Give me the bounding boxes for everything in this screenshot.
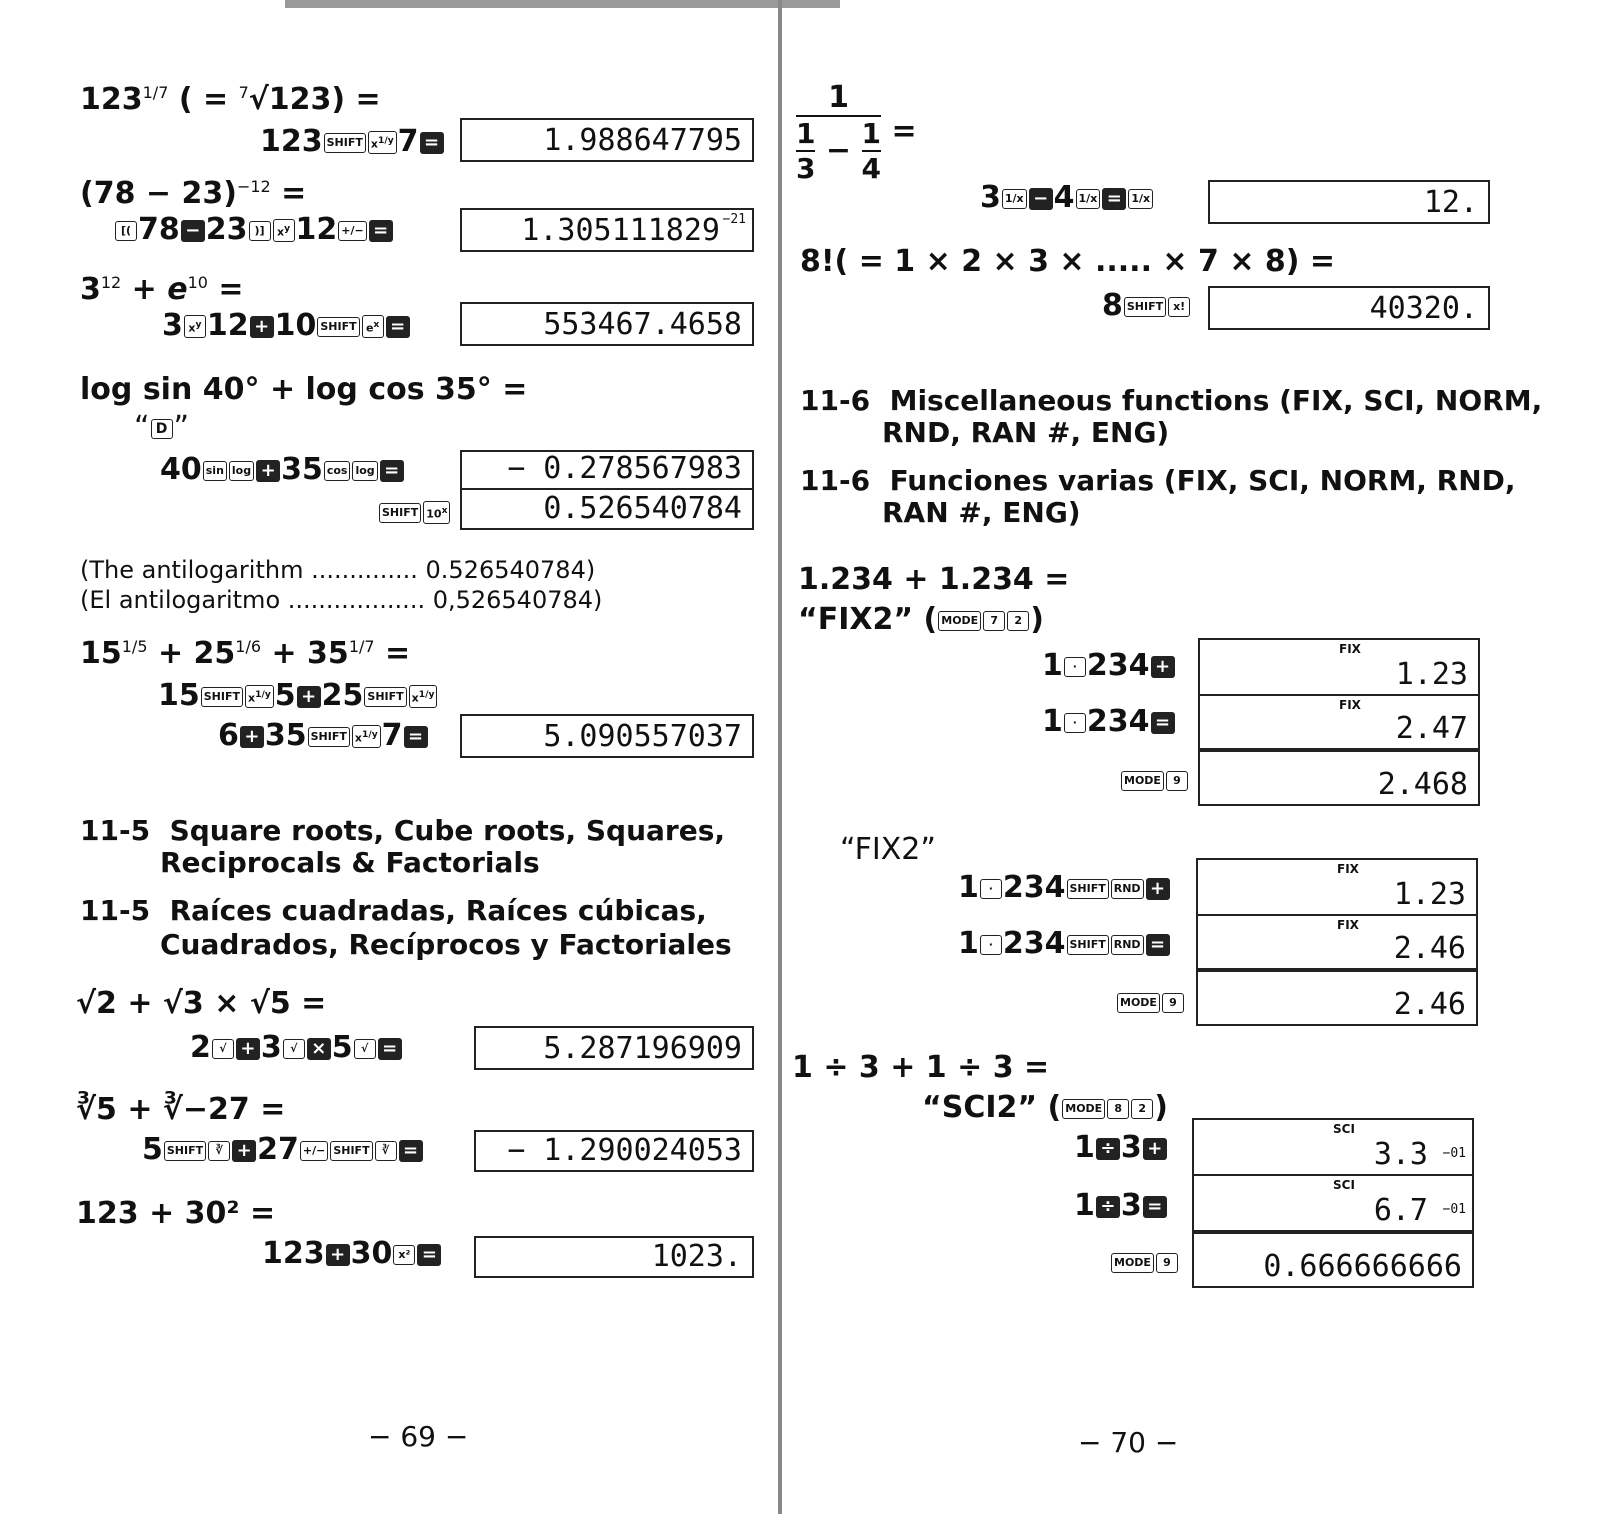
- display-8: 1023.: [474, 1236, 754, 1278]
- section-11-6-es: 11-6 Funciones varias (FIX, SCI, NORM, RND,: [800, 464, 1516, 497]
- reciprocal-key: 1/x: [1002, 189, 1027, 209]
- keyseq-r5a: 1 ÷ 3 +: [1074, 1130, 1168, 1165]
- cos-key: cos: [324, 461, 351, 481]
- plus-key: +: [256, 460, 280, 482]
- mode-fix2: “FIX2” ( MODE 7 2 ): [798, 602, 1044, 637]
- keyseq-r3a: 1 · 234 +: [1042, 648, 1176, 683]
- rnd-key: RND: [1111, 879, 1144, 899]
- equals-key: =: [1146, 934, 1170, 956]
- log-key: log: [229, 461, 254, 481]
- open-paren-key: [(: [115, 221, 137, 241]
- sqrt-key: √: [212, 1039, 234, 1059]
- nine-key: 9: [1162, 993, 1184, 1013]
- shift-key: SHIFT: [317, 317, 359, 337]
- plus-key: +: [240, 726, 264, 748]
- equals-key: =: [369, 220, 393, 242]
- mode-key: MODE: [938, 611, 981, 631]
- note-en: (The antilogarithm .............. 0.526540784): [80, 556, 596, 584]
- expr-sqrt: √2 + √3 × √5 =: [76, 986, 327, 1021]
- expr-78-23: $(78 - 23)^{-12}$ =: [80, 176, 307, 211]
- equals-key: =: [420, 132, 444, 154]
- expr-cbrt: ∛5 + ∛−27 =: [76, 1092, 286, 1127]
- equals-key: =: [1151, 712, 1175, 734]
- keyseq-r4a: 1 · 234 SHIFT RND +: [958, 870, 1171, 905]
- plus-key: +: [1143, 1138, 1167, 1160]
- divide-key: ÷: [1096, 1196, 1120, 1218]
- display-r2: 40320.: [1208, 286, 1490, 330]
- shift-key: SHIFT: [330, 1141, 372, 1161]
- mode-key: MODE: [1117, 993, 1160, 1013]
- shift-key: SHIFT: [164, 1141, 206, 1161]
- section-11-5-es-2: Cuadrados, Recíprocos y Factoriales: [160, 928, 732, 961]
- equals-key: =: [378, 1038, 402, 1060]
- page-gutter: [778, 0, 782, 1514]
- mode-key: MODE: [1121, 771, 1164, 791]
- mode-fix2-b: “FIX2”: [840, 832, 936, 867]
- log-key: log: [352, 461, 377, 481]
- divide-key: ÷: [1096, 1138, 1120, 1160]
- expr-fraction: 1 $\frac{1}{3}$ − $\frac{1}{4}$ =: [796, 80, 917, 185]
- expr-fix-add: 1.234 + 1.234 =: [798, 562, 1070, 597]
- plus-key: +: [250, 316, 274, 338]
- expr-log-sin: log sin 40° + log cos 35° =: [80, 372, 528, 407]
- dot-key: ·: [1064, 657, 1086, 677]
- shift-key: SHIFT: [379, 503, 421, 523]
- expr-123-30sq: 123 + 30² =: [76, 1196, 276, 1231]
- display-2: 1.305111829 −21: [460, 208, 754, 252]
- keyseq-7: 5 SHIFT ∛ + 27 +/− SHIFT ∛ =: [142, 1132, 424, 1167]
- display-r5c: 0.666666666: [1192, 1232, 1474, 1288]
- minus-key: −: [181, 220, 205, 242]
- minus-key: −: [1029, 188, 1053, 210]
- equals-key: =: [404, 726, 428, 748]
- mode-sci2: “SCI2” ( MODE 8 2 ): [922, 1090, 1168, 1125]
- keyseq-3: 3 $x^y$ 12 + 10 SHIFT $e^x$ =: [162, 308, 411, 343]
- nine-key: 9: [1156, 1253, 1178, 1273]
- display-3: 553467.4658: [460, 302, 754, 346]
- plus-key: +: [236, 1038, 260, 1060]
- keyseq-r5b: 1 ÷ 3 =: [1074, 1188, 1168, 1223]
- display-r3c: 2.468: [1198, 750, 1480, 806]
- sqrt-key: √: [354, 1039, 376, 1059]
- keyseq-r2: 8 SHIFT x!: [1102, 288, 1191, 323]
- display-4b: 0.526540784: [460, 488, 754, 530]
- factorial-key: x!: [1168, 297, 1190, 317]
- mode-key: MODE: [1111, 1253, 1154, 1273]
- sin-key: sin: [203, 461, 227, 481]
- equals-key: =: [399, 1140, 423, 1162]
- section-11-6-es-2: RAN #, ENG): [882, 496, 1081, 529]
- negate-key: +/−: [300, 1141, 328, 1161]
- nine-key: 9: [1166, 771, 1188, 791]
- section-11-5-en-2: Reciprocals & Factorials: [160, 846, 540, 879]
- reciprocal-key: 1/x: [1128, 189, 1153, 209]
- page-top-edge: [285, 0, 840, 8]
- display-r4c: 2.46: [1196, 970, 1478, 1026]
- display-r1: 12.: [1208, 180, 1490, 224]
- expr-factorial: 8!( = 1 × 2 × 3 × ..... × 7 × 8) =: [800, 244, 1336, 279]
- power-key: $x^y$: [184, 315, 206, 339]
- display-r3b: FIX 2.47: [1198, 694, 1480, 750]
- xroot-key: $x^{1/y}$: [368, 131, 397, 155]
- display-r4b: FIX 2.46: [1196, 914, 1478, 970]
- keyseq-5b: 6 + 35 SHIFT $x^{1/y}$ 7 =: [218, 718, 429, 753]
- display-r5a: SCI 3.3 −01: [1192, 1118, 1474, 1176]
- keyseq-2: [( 78 − 23 )] $x^y$ 12 +/− =: [114, 212, 394, 247]
- cbrt-key: ∛: [208, 1141, 230, 1161]
- equals-key: =: [1143, 1196, 1167, 1218]
- keyseq-r5c: [1110, 1244, 1179, 1279]
- keyseq-1: 123 SHIFT $x^{1/y}$ 7 =: [260, 124, 445, 159]
- keyseq-8: 123 + 30 x² =: [262, 1236, 442, 1271]
- keyseq-r4c: [1116, 984, 1185, 1019]
- plus-key: +: [1146, 878, 1170, 900]
- shift-key: SHIFT: [201, 687, 243, 707]
- shift-key: SHIFT: [324, 133, 366, 153]
- section-11-5-es: 11-5 Raíces cuadradas, Raíces cúbicas,: [80, 894, 707, 927]
- square-key: x²: [393, 1245, 415, 1265]
- sqrt-key: √: [283, 1039, 305, 1059]
- display-r3a: FIX 1.23: [1198, 638, 1480, 696]
- display-r5b: SCI 6.7 −01: [1192, 1174, 1474, 1232]
- shift-key: SHIFT: [308, 727, 350, 747]
- exp-key: $e^x$: [362, 315, 384, 339]
- equals-key: =: [417, 1244, 441, 1266]
- display-7: − 1.290024053: [474, 1130, 754, 1172]
- expr-roots: $15^{1/5} + 25^{1/6} + 35^{1/7}$ =: [80, 636, 411, 671]
- plus-key: +: [297, 686, 321, 708]
- power-key: $x^y$: [273, 219, 295, 243]
- display-5: 5.090557037: [460, 714, 754, 758]
- plus-key: +: [1151, 656, 1175, 678]
- page-number-69: − 69 −: [368, 1420, 469, 1453]
- mode-key: MODE: [1062, 1099, 1105, 1119]
- shift-key: SHIFT: [1124, 297, 1166, 317]
- display-1: 1.988647795: [460, 118, 754, 162]
- two-key: 2: [1007, 611, 1029, 631]
- section-11-6-en-2: RND, RAN #, ENG): [882, 416, 1170, 449]
- keyseq-r3c: [1120, 762, 1189, 797]
- plus-key: +: [232, 1140, 256, 1162]
- xroot-key: $x^{1/y}$: [409, 685, 438, 709]
- equals-key: =: [380, 460, 404, 482]
- keyseq-4: 40 sin log + 35 cos log =: [160, 452, 405, 487]
- negate-key: +/−: [338, 221, 366, 241]
- section-11-6-en: 11-6 Miscellaneous functions (FIX, SCI, NORM,: [800, 384, 1543, 417]
- multiply-key: ×: [307, 1038, 331, 1060]
- shift-key: SHIFT: [1067, 879, 1109, 899]
- keyseq-5a: 15 SHIFT $x^{1/y}$ 5 + 25 SHIFT $x^{1/y}$: [158, 678, 438, 713]
- reciprocal-key: 1/x: [1076, 189, 1101, 209]
- expr-123-root7: $123^{1/7}$ ( = $^7$√123) =: [80, 82, 381, 117]
- close-paren-key: )]: [249, 221, 271, 241]
- expr-3-12: $3^{12} + e^{10}$ =: [80, 272, 244, 307]
- section-11-5-en: 11-5 Square roots, Cube roots, Squares,: [80, 814, 725, 847]
- plus-key: +: [326, 1244, 350, 1266]
- keyseq-4b: [378, 494, 451, 529]
- equals-key: =: [1102, 188, 1126, 210]
- display-r4a: FIX 1.23: [1196, 858, 1478, 916]
- keyseq-r3b: 1 · 234 =: [1042, 704, 1176, 739]
- dot-key: ·: [980, 935, 1002, 955]
- keyseq-r4b: 1 · 234 SHIFT RND =: [958, 926, 1171, 961]
- shift-key: SHIFT: [1067, 935, 1109, 955]
- equals-key: =: [386, 316, 410, 338]
- keyseq-r1: 3 1/x − 4 1/x = 1/x: [980, 180, 1154, 215]
- page-number-70: − 70 −: [1078, 1426, 1179, 1459]
- rnd-key: RND: [1111, 935, 1144, 955]
- keyseq-6: 2 √ + 3 √ × 5 √ =: [190, 1030, 403, 1065]
- shift-key: SHIFT: [364, 687, 406, 707]
- two-key: 2: [1131, 1099, 1153, 1119]
- xroot-key: $x^{1/y}$: [352, 725, 381, 749]
- dot-key: ·: [1064, 713, 1086, 733]
- dot-key: ·: [980, 879, 1002, 899]
- tenx-key: 10$^x$: [423, 501, 450, 525]
- seven-key: 7: [983, 611, 1005, 631]
- mode-deg: “ D ”: [134, 410, 190, 445]
- cbrt-key: ∛: [375, 1141, 397, 1161]
- expr-div: 1 ÷ 3 + 1 ÷ 3 =: [792, 1050, 1050, 1085]
- display-6: 5.287196909: [474, 1026, 754, 1070]
- display-4a: − 0.278567983: [460, 450, 754, 490]
- note-es: (El antilogaritmo .................. 0,526540784): [80, 586, 603, 614]
- eight-key: 8: [1107, 1099, 1129, 1119]
- xroot-key: $x^{1/y}$: [245, 685, 274, 709]
